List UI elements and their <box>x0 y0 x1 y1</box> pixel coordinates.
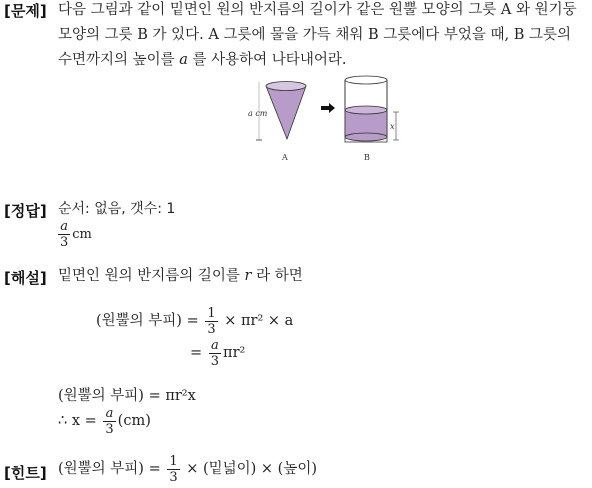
cone-vessel-a <box>266 82 306 140</box>
solution-intro-end: 라 하면 <box>251 268 303 284</box>
solution-intro <box>58 264 303 289</box>
eq2-fraction: $\frac{a}{3}$ <box>210 337 220 369</box>
label-a: A <box>282 153 288 162</box>
hint-formula <box>58 452 317 486</box>
answer-meta: 순서: 없음, 갯수: 1 <box>58 201 176 217</box>
pour-arrow-icon <box>321 103 335 113</box>
answer-value <box>56 218 92 251</box>
problem-line-3-end: 를 사용하여 나타내어라. <box>187 52 347 68</box>
solution-eq-4 <box>58 404 151 438</box>
solution-var-r: r <box>244 268 252 284</box>
eq1-fraction: $\frac{1}{3}$ <box>207 305 216 337</box>
eq4-fraction: $\frac{a}{3}$ <box>105 405 114 437</box>
answer-denominator: 3 <box>60 234 69 250</box>
cylinder-vessel-b <box>345 76 387 142</box>
eq1-rhs: × πr² × a <box>224 313 294 329</box>
problem-line-1: 다음 그림과 같이 밑면인 원의 반지름의 길이가 같은 원뿔 모양의 그릇 A 와 원기둥 <box>58 2 577 18</box>
solution-eq-2 <box>190 336 245 370</box>
answer-tag: [정답] <box>4 202 47 220</box>
problem-figure <box>244 74 414 166</box>
eq2-lhs: = <box>190 345 203 361</box>
hint-fraction: $\frac{1}{3}$ <box>169 453 178 485</box>
solution-eq-3: (원뿔의 부피) = πr²x <box>58 388 196 404</box>
eq2-rhs: πr² <box>223 345 246 361</box>
problem-line-3-text: 수면까지의 높이를 <box>58 52 180 68</box>
label-b: B <box>364 153 370 162</box>
solution-eq-1 <box>96 304 293 338</box>
answer-numerator: a <box>58 219 70 235</box>
cone-height-label: a cm <box>248 109 268 118</box>
solution-intro-text: 밑면인 원의 반지름의 길이를 <box>58 268 245 284</box>
eq1-lhs: (원뿔의 부피) = <box>96 313 199 329</box>
water-height-label: x <box>390 122 395 131</box>
problem-var-a: a <box>179 52 188 68</box>
hint-lhs: (원뿔의 부피) = <box>58 461 161 477</box>
eq4-lhs: ∴ x = <box>58 413 97 429</box>
problem-line-3 <box>58 48 346 73</box>
problem-line-2: 모양의 그릇 B 가 있다. A 그릇에 물을 가득 채워 B 그릇에다 부었을 때, B 그릇의 <box>58 27 571 43</box>
answer-unit: cm <box>72 227 92 242</box>
hint-tag: [힌트] <box>4 464 47 482</box>
answer-fraction <box>58 219 70 250</box>
hint-rhs: × (밑넓이) × (높이) <box>186 461 318 477</box>
problem-tag: [문제] <box>4 2 47 20</box>
solution-tag: [해설] <box>4 269 47 287</box>
eq4-unit: (cm) <box>117 413 151 429</box>
